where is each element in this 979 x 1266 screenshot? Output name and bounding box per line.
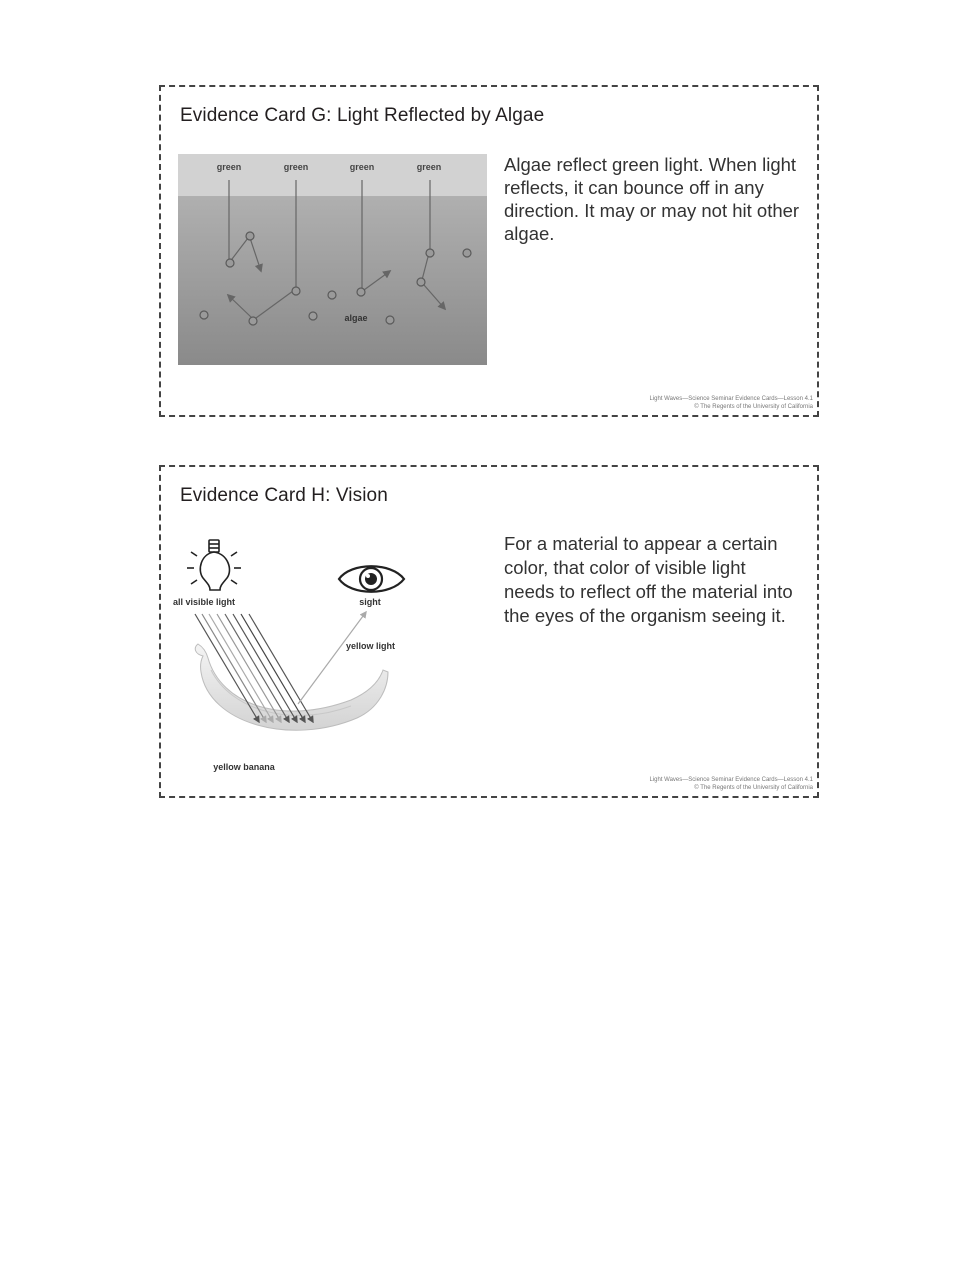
algae-cell [309, 312, 317, 320]
eye-icon [339, 566, 404, 592]
sight-label: sight [359, 597, 381, 607]
card-g-text: Algae reflect green light. When light reflects, it can bounce off in any direction. It may or may not hit other algae. [504, 154, 800, 244]
ray-label: green [416, 162, 442, 172]
card-g-title: Evidence Card G: Light Reflected by Algae [180, 105, 545, 126]
algae-cell [226, 259, 234, 267]
evidence-card-h [159, 465, 819, 798]
algae-cell [246, 232, 254, 240]
algae-cell [328, 291, 336, 299]
algae-cell [292, 287, 300, 295]
algae-cell [249, 317, 257, 325]
footer-series: Light Waves—Science Seminar Evidence Cards—Lesson 4.1 [649, 396, 813, 402]
algae-cell [463, 249, 471, 257]
ray-label: green [349, 162, 375, 172]
light-bulb-icon [187, 540, 241, 590]
algae-cell [357, 288, 365, 296]
algae-label: algae [344, 313, 368, 323]
ray-label: green [216, 162, 242, 172]
algae-cell [386, 316, 394, 324]
algae-cell [200, 311, 208, 319]
footer-copyright: © The Regents of the University of California [694, 404, 813, 410]
air-band [178, 154, 487, 196]
light-source-label: all visible light [172, 597, 236, 607]
algae-reflection-diagram [178, 154, 487, 365]
card-h-text: For a material to appear a certain color, that color of visible light needs to reflect off the material into the eyes of the organism seeing it. [504, 533, 793, 626]
footer-series: Light Waves—Science Seminar Evidence Cards—Lesson 4.1 [649, 777, 813, 783]
footer-copyright: © The Regents of the University of California [694, 785, 813, 791]
algae-cell [426, 249, 434, 257]
card-h-footer [649, 776, 813, 792]
evidence-card-g [159, 85, 819, 417]
reflected-yellow-ray [298, 612, 366, 704]
vision-diagram [172, 532, 411, 782]
ray-label: green [283, 162, 309, 172]
card-g-footer [649, 395, 813, 411]
card-h-title: Evidence Card H: Vision [180, 485, 388, 506]
algae-cell [417, 278, 425, 286]
banana-label: yellow banana [213, 762, 275, 772]
reflected-light-label: yellow light [346, 641, 396, 651]
